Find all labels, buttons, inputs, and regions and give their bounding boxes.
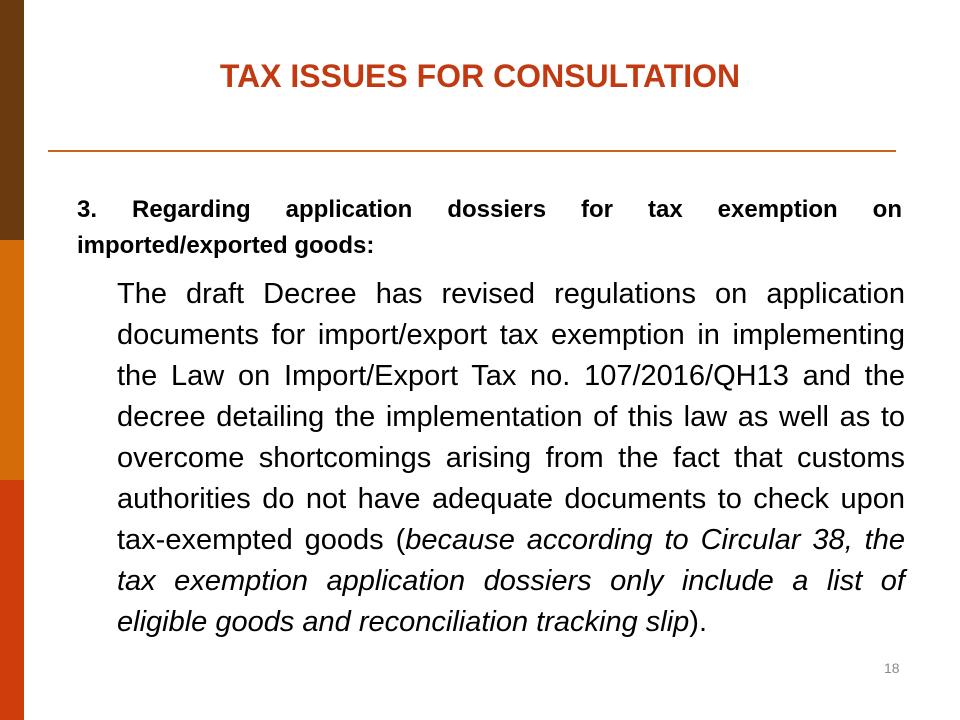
side-bar-bottom [0, 480, 24, 720]
side-bar-middle [0, 240, 24, 480]
page-number: 18 [884, 660, 900, 676]
section-heading: 3. Regarding application dossiers for tax exemption on imported/exported goods: [77, 196, 902, 259]
slide-title: TAX ISSUES FOR CONSULTATION [219, 58, 741, 94]
body-text-end: ). [689, 606, 708, 638]
side-bar-top [0, 0, 24, 240]
body-text-normal: The draft Decree has revised regulations on application documents for import/export tax exemption in implementing the Law on Import/Export Tax no. 107/2016/QH13 and the decree detailing the implementation of this law as well as to overcome shortcomings arising from the fact that customs authorities do not have adequate documents to check upon tax-exempted goods ( [117, 278, 905, 556]
body-paragraph [117, 274, 905, 643]
body-text-italic: because according to Circular 38, the tax exemption application dossiers only include a list of eligible goods and reconciliation tracking slip [117, 524, 905, 638]
title-divider [48, 150, 896, 152]
